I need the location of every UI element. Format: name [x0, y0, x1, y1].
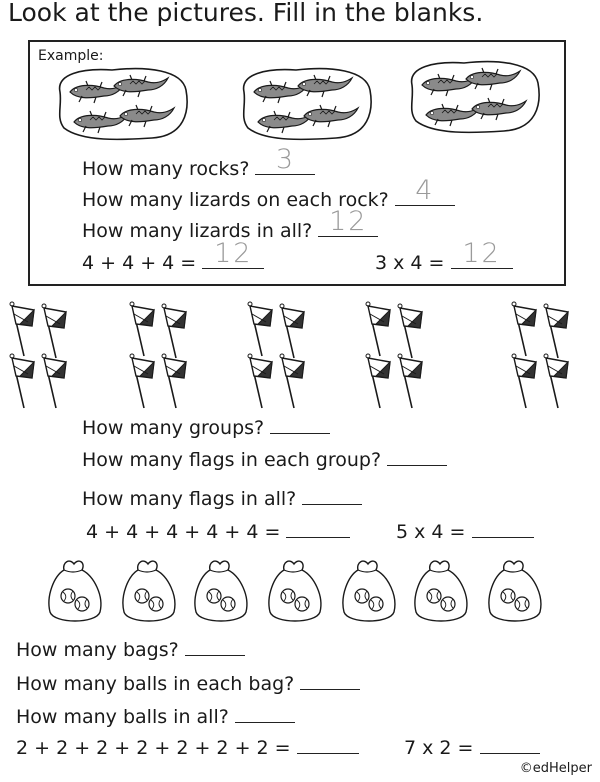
flag-icon	[280, 304, 304, 358]
bags-question-bags: How many bags?	[16, 637, 245, 660]
flag-icon	[544, 354, 568, 408]
credit: ©edHelper	[519, 761, 592, 776]
ball-bags	[0, 552, 600, 624]
flag-icon	[130, 354, 154, 408]
ball-icon	[369, 597, 383, 611]
ball-icon	[441, 597, 455, 611]
answer-blank-rocks[interactable]: 3	[255, 156, 315, 175]
ball-icon	[149, 597, 163, 611]
answer-blank-all[interactable]: 12	[318, 218, 378, 237]
example-addition: 4 + 4 + 4 = 12	[82, 250, 264, 273]
lizard-group	[60, 69, 188, 140]
example-question-all: How many lizards in all? 12	[82, 218, 378, 241]
answer-blank-multiplication[interactable]: 12	[451, 250, 513, 269]
flag-icon	[42, 354, 66, 408]
answer-blank-bags-addition[interactable]	[297, 735, 359, 754]
ball-icon	[501, 589, 515, 603]
flag-icon	[366, 354, 390, 408]
example-question-rocks: How many rocks? 3	[82, 156, 315, 179]
ball-icon	[281, 589, 295, 603]
bag-icon	[195, 561, 247, 621]
ball-icon	[207, 589, 221, 603]
flag-icon	[512, 354, 536, 408]
answer-blank-flags-multiplication[interactable]	[472, 519, 534, 538]
answer-blank-bags-multiplication[interactable]	[480, 735, 540, 754]
bag-icon	[269, 561, 321, 621]
flag-icon	[248, 302, 272, 356]
flag-icon	[162, 354, 186, 408]
ball-icon	[75, 597, 89, 611]
bags-multiplication: 7 x 2 =	[404, 735, 540, 758]
ball-icon	[355, 589, 369, 603]
rock-with-lizards-1	[52, 62, 192, 142]
bag-icon	[49, 561, 101, 621]
ball-icon	[135, 589, 149, 603]
answer-blank-flags-all[interactable]	[302, 486, 362, 505]
bags-addition: 2 + 2 + 2 + 2 + 2 + 2 + 2 =	[16, 735, 359, 758]
flags-question-all: How many flags in all?	[82, 486, 362, 509]
bag-icon	[489, 561, 541, 621]
flags-question-each: How many flags in each group?	[82, 447, 447, 470]
example-question-each: How many lizards on each rock? 4	[82, 187, 455, 210]
flag-icon	[130, 302, 154, 356]
example-label: Example:	[38, 48, 104, 64]
answer-blank-addition[interactable]: 12	[202, 250, 264, 269]
answer-blank-bags[interactable]	[185, 637, 245, 656]
bags-question-all: How many balls in all?	[16, 704, 295, 727]
flag-icon	[544, 304, 568, 358]
example-multiplication: 3 x 4 = 12	[375, 250, 513, 273]
page-title: Look at the pictures. Fill in the blanks.	[8, 0, 484, 27]
flag-groups	[0, 296, 600, 408]
ball-icon	[515, 597, 529, 611]
ball-icon	[61, 589, 75, 603]
ball-icon	[221, 597, 235, 611]
flag-icon	[398, 304, 422, 358]
bag-icon	[123, 561, 175, 621]
answer-blank-flags-addition[interactable]	[286, 519, 350, 538]
flag-icon	[162, 304, 186, 358]
flag-icon	[10, 354, 34, 408]
flag-icon	[42, 304, 66, 358]
bag-icon	[415, 561, 467, 621]
bags-question-each: How many balls in each bag?	[16, 671, 360, 694]
flag-icon	[280, 354, 304, 408]
flag-icon	[366, 302, 390, 356]
answer-blank-balls-all[interactable]	[235, 704, 295, 723]
flag-icon	[10, 302, 34, 356]
flag-icon	[248, 354, 272, 408]
flags-question-groups: How many groups?	[82, 415, 330, 438]
rock-with-lizards-3	[404, 55, 544, 135]
bag-icon	[343, 561, 395, 621]
ball-icon	[427, 589, 441, 603]
ball-icon	[295, 597, 309, 611]
flags-multiplication: 5 x 4 =	[396, 519, 534, 542]
answer-blank-each[interactable]: 4	[395, 187, 455, 206]
flag-icon	[512, 302, 536, 356]
answer-blank-flags-each[interactable]	[387, 447, 447, 466]
rock-with-lizards-2	[236, 62, 376, 142]
answer-blank-groups[interactable]	[270, 415, 330, 434]
flag-icon	[398, 354, 422, 408]
flags-addition: 4 + 4 + 4 + 4 + 4 =	[86, 519, 350, 542]
answer-blank-balls-each[interactable]	[300, 671, 360, 690]
